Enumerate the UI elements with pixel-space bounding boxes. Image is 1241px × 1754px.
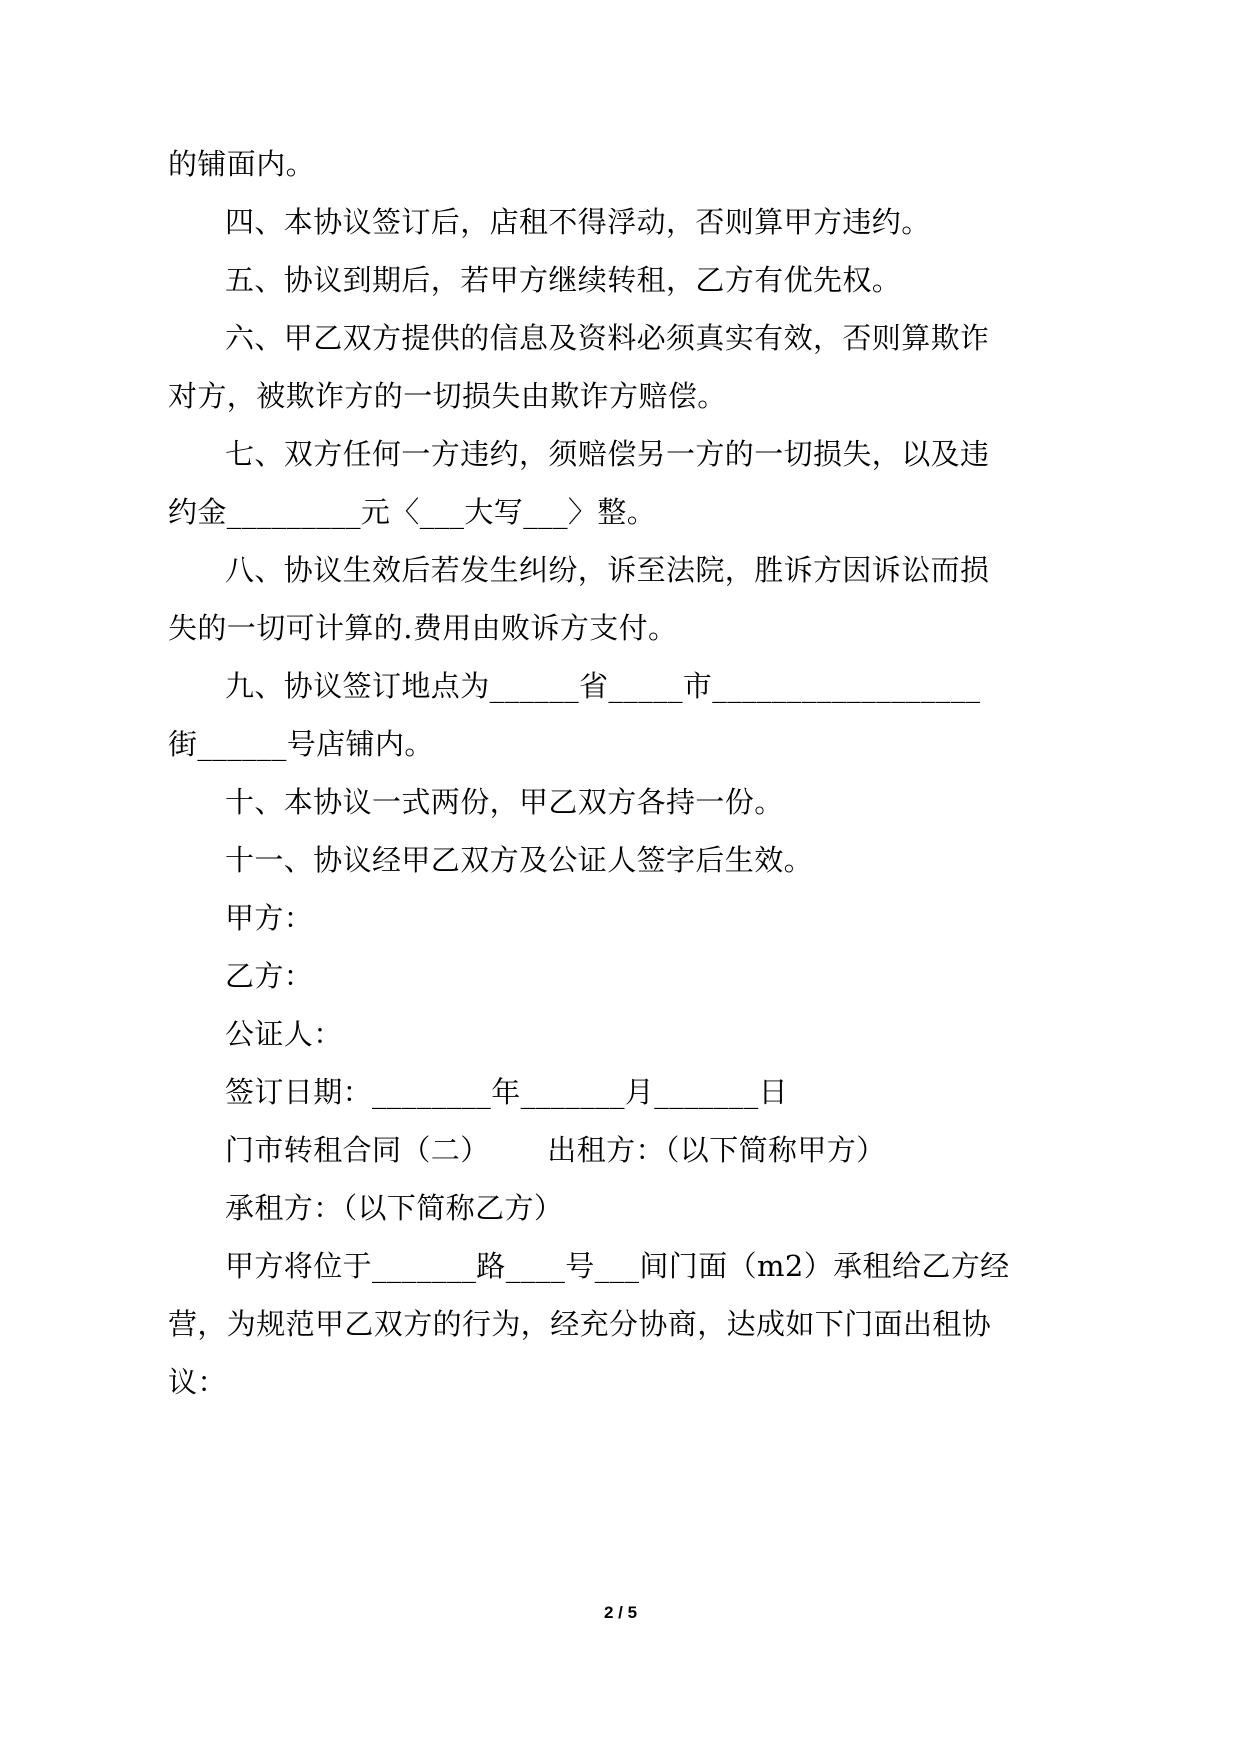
text-line: 街______号店铺内。: [168, 727, 434, 761]
page-number: 2 / 5: [603, 1603, 638, 1622]
text-line: 失的一切可计算的.费用由败诉方支付。: [168, 611, 678, 645]
text-line: 甲方将位于_______路____号___间门面（m2）承租给乙方经: [225, 1249, 1010, 1283]
text-line: 约金_________元〈___大写___〉整。: [168, 495, 657, 529]
text-line: 十、本协议一式两份，甲乙双方各持一份。: [225, 785, 784, 819]
text-line: 承租方：（以下简称乙方）: [225, 1191, 564, 1225]
text-line: 五、协议到期后，若甲方继续转租，乙方有优先权。: [225, 263, 902, 297]
text-line: 七、双方任何一方违约，须赔偿另一方的一切损失，以及违: [225, 437, 990, 471]
text-line: 的铺面内。: [168, 147, 316, 181]
text-line: 八、协议生效后若发生纠纷，诉至法院，胜诉方因诉讼而损: [225, 553, 990, 587]
text-line: 对方，被欺诈方的一切损失由欺诈方赔偿。: [168, 379, 727, 413]
text-line: 六、甲乙双方提供的信息及资料必须真实有效，否则算欺诈: [225, 321, 990, 355]
text-line: 议：: [168, 1365, 227, 1399]
text-line: 四、本协议签订后，店租不得浮动，否则算甲方违约。: [225, 205, 931, 239]
signing-date: 签订日期：________年_______月_______日: [225, 1075, 789, 1109]
text-line: 十一、协议经甲乙双方及公证人签字后生效。: [225, 843, 814, 877]
text-line: 营，为规范甲乙双方的行为，经充分协商，达成如下门面出租协: [168, 1307, 992, 1341]
text-line: 九、协议签订地点为______省_____市__________________: [225, 669, 981, 703]
signature-notary: 公证人：: [225, 1017, 343, 1051]
signature-party-b: 乙方：: [225, 959, 314, 993]
signature-party-a: 甲方：: [225, 901, 314, 935]
contract-heading: 门市转租合同（二） 出租方：（以下简称甲方）: [225, 1133, 886, 1167]
